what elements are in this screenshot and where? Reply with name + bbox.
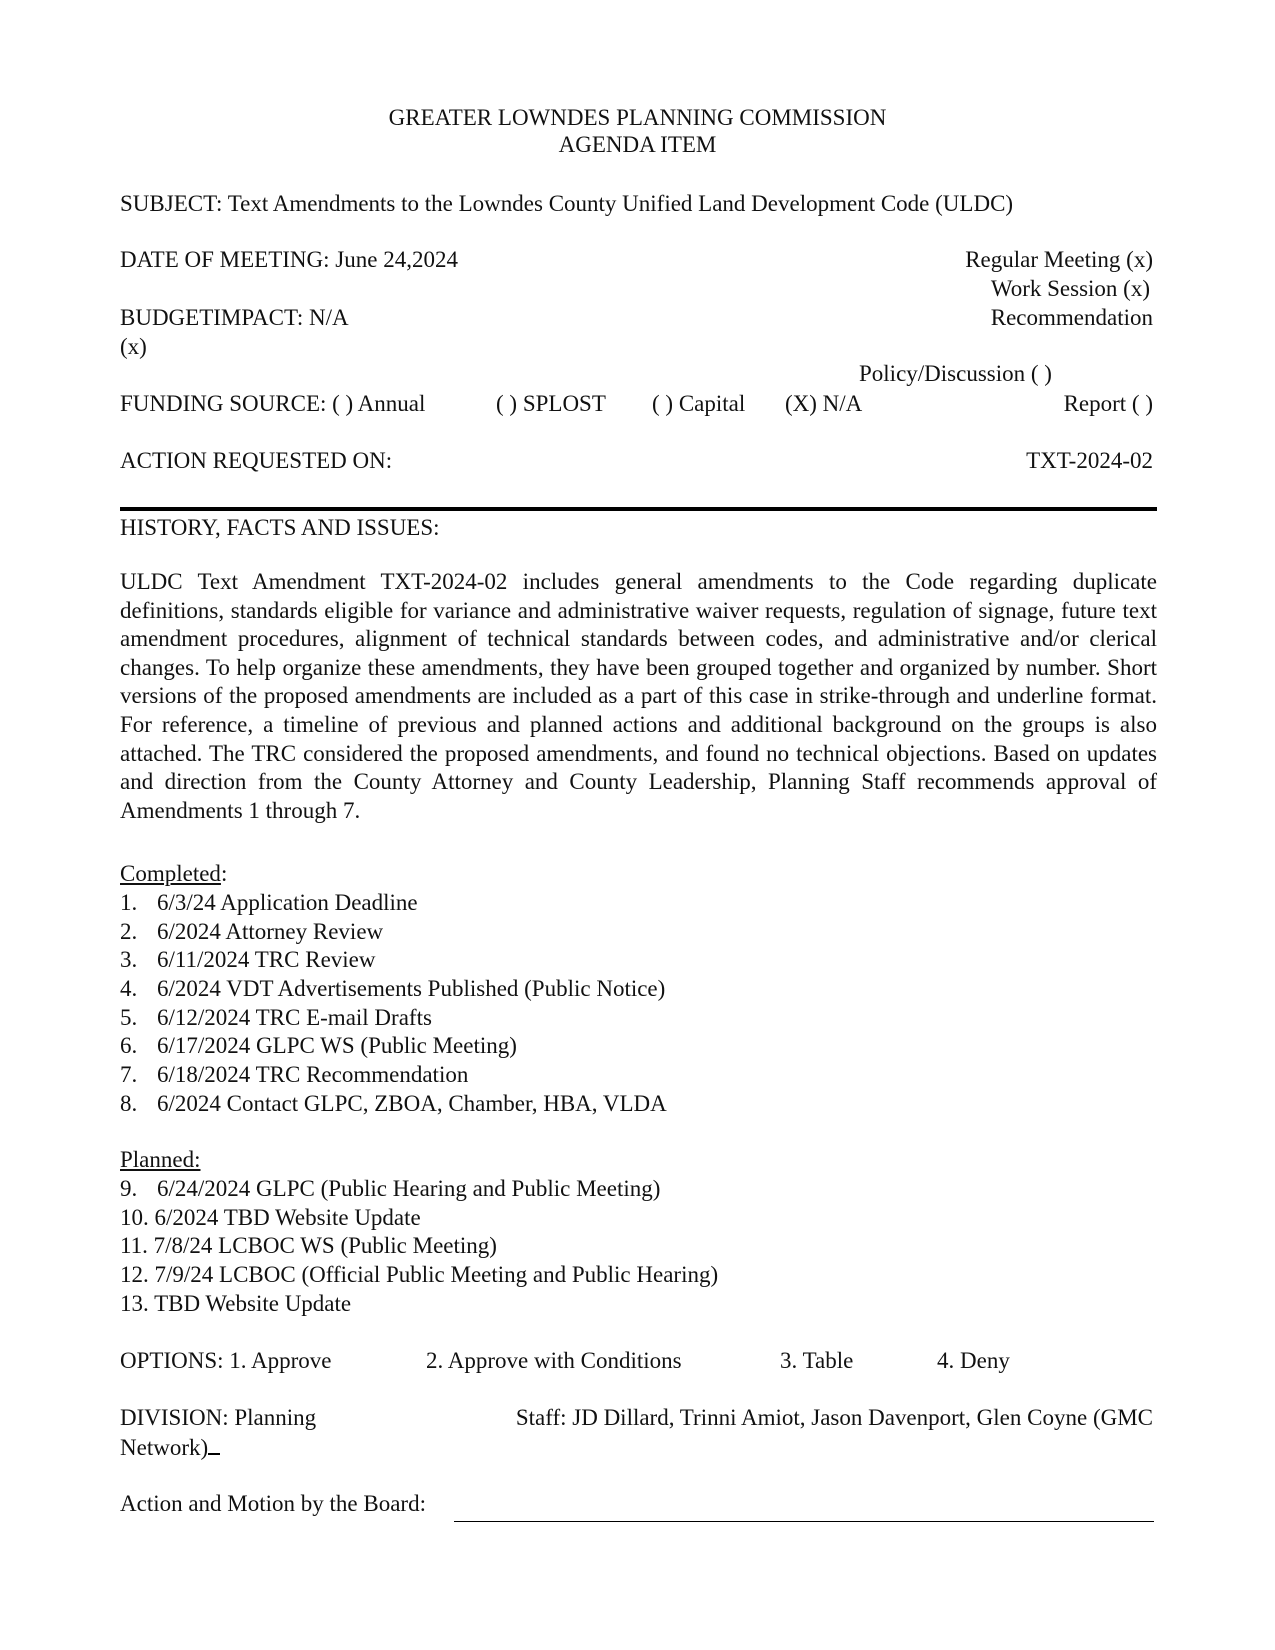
list-item bbox=[120, 1232, 718, 1261]
completed-list bbox=[120, 889, 667, 1119]
underline-mark bbox=[208, 1433, 220, 1455]
list-item-text: 7/8/24 LCBOC WS (Public Meeting) bbox=[153, 1233, 497, 1259]
action-requested-label: ACTION REQUESTED ON: bbox=[120, 448, 393, 473]
list-item-number: 13. bbox=[120, 1290, 149, 1316]
subject-line: SUBJECT: Text Amendments to the Lowndes County Unified Land Development Code (ULDC) bbox=[120, 191, 1014, 216]
recommendation-label: Recommendation bbox=[990, 305, 1153, 330]
list-item bbox=[120, 975, 667, 1004]
list-item-text: 6/17/2024 GLPC WS (Public Meeting) bbox=[157, 1033, 517, 1059]
list-item-text: 6/3/24 Application Deadline bbox=[157, 890, 418, 915]
list-item-text: 6/2024 VDT Advertisements Published (Public Notice) bbox=[157, 976, 666, 1002]
policy-discussion-check: Policy/Discussion ( ) bbox=[859, 361, 1052, 386]
staff-list: Staff: JD Dillard, Trinni Amiot, Jason Davenport, Glen Coyne (GMC bbox=[515, 1405, 1153, 1430]
list-item bbox=[120, 1004, 667, 1033]
history-paragraph: ULDC Text Amendment TXT-2024-02 includes general amendments to the Code regarding duplicate definitions, standards eligible for variance and administrative waiver requests, regulation of signage, future text amendment procedures, alignment of technical standards between codes, and administrative and/or clerical changes. To help organize these amendments, they have been grouped together and organized by number. Short versions of the proposed amendments are included as a part of this case in strike-through and underline format. For reference, a timeline of previous and planned actions and additional background on the groups is also attached. The TRC considered the proposed amendments, and found no technical objections. Based on updates and direction from the County Attorney and County Leadership, Planning Staff recommends approval of Amendments 1 through 7. bbox=[120, 569, 1157, 823]
staff-list-wrap-text: Network) bbox=[120, 1435, 209, 1460]
list-item-text: 6/2024 Attorney Review bbox=[157, 918, 384, 944]
meeting-date: DATE OF MEETING: June 24,2024 bbox=[120, 247, 458, 272]
completed-heading bbox=[120, 860, 227, 888]
list-item-text: 6/11/2024 TRC Review bbox=[157, 947, 376, 973]
list-item bbox=[120, 1090, 667, 1119]
list-item-number: 10. bbox=[120, 1204, 149, 1230]
list-item-text: 6/24/2024 GLPC (Public Hearing and Public Meeting) bbox=[157, 1176, 661, 1201]
list-item-number: 3. bbox=[120, 947, 138, 973]
board-action-signature-line bbox=[454, 1520, 1154, 1522]
page-subtitle: AGENDA ITEM bbox=[558, 132, 717, 157]
list-item bbox=[120, 946, 667, 975]
section-divider bbox=[120, 507, 1157, 511]
work-session-check: Work Session (x) bbox=[990, 276, 1150, 301]
funding-source-annual: FUNDING SOURCE: ( ) Annual bbox=[120, 391, 426, 416]
list-item-number: 2. bbox=[120, 918, 138, 944]
list-item bbox=[120, 1204, 718, 1233]
list-item bbox=[120, 1061, 667, 1090]
options-deny: 4. Deny bbox=[937, 1348, 1010, 1373]
list-item bbox=[120, 918, 667, 947]
list-item bbox=[120, 1261, 718, 1290]
regular-meeting-check: Regular Meeting (x) bbox=[965, 247, 1153, 272]
staff-list-wrap bbox=[120, 1433, 220, 1462]
funding-capital: ( ) Capital bbox=[652, 391, 746, 416]
list-item-text: 6/18/2024 TRC Recommendation bbox=[157, 1062, 469, 1088]
completed-heading-text: Completed bbox=[120, 861, 221, 886]
list-item-number: 12. bbox=[120, 1262, 149, 1288]
funding-splost: ( ) SPLOST bbox=[496, 391, 606, 416]
list-item-number: 6. bbox=[120, 1033, 138, 1059]
planned-list bbox=[120, 1175, 718, 1318]
list-item-text: 7/9/24 LCBOC (Official Public Meeting and Public Hearing) bbox=[154, 1262, 719, 1288]
division-label: DIVISION: Planning bbox=[120, 1405, 317, 1430]
list-item bbox=[120, 1290, 718, 1319]
list-item-number: 5. bbox=[120, 1004, 138, 1030]
board-action-label: Action and Motion by the Board: bbox=[120, 1491, 426, 1516]
report-check: Report ( ) bbox=[1063, 391, 1153, 416]
options-approve: OPTIONS: 1. Approve bbox=[120, 1348, 332, 1373]
list-item-number: 1. bbox=[120, 890, 138, 915]
list-item-number: 11. bbox=[120, 1233, 148, 1259]
list-item-text: 6/2024 TBD Website Update bbox=[154, 1204, 421, 1230]
list-item-number: 7. bbox=[120, 1062, 138, 1088]
list-item-number: 8. bbox=[120, 1090, 138, 1116]
funding-na: (X) N/A bbox=[785, 391, 863, 416]
planned-heading: Planned: bbox=[120, 1147, 201, 1172]
options-table: 3. Table bbox=[780, 1348, 854, 1373]
list-item-number: 9. bbox=[120, 1176, 138, 1201]
list-item-text: 6/12/2024 TRC E-mail Drafts bbox=[157, 1004, 432, 1030]
list-item bbox=[120, 1175, 718, 1204]
list-item-text: 6/2024 Contact GLPC, ZBOA, Chamber, HBA, VLDA bbox=[157, 1090, 667, 1116]
history-heading: HISTORY, FACTS AND ISSUES: bbox=[120, 515, 440, 540]
page-title: GREATER LOWNDES PLANNING COMMISSION bbox=[388, 105, 887, 130]
budget-impact: BUDGETIMPACT: N/A bbox=[120, 305, 349, 330]
list-item-number: 4. bbox=[120, 976, 138, 1002]
list-item bbox=[120, 1032, 667, 1061]
completed-heading-colon: : bbox=[220, 861, 228, 886]
recommendation-check: (x) bbox=[120, 334, 147, 359]
options-approve-conditions: 2. Approve with Conditions bbox=[426, 1348, 682, 1373]
list-item bbox=[120, 889, 667, 918]
case-number: TXT-2024-02 bbox=[1026, 448, 1153, 473]
list-item-text: TBD Website Update bbox=[154, 1290, 352, 1316]
